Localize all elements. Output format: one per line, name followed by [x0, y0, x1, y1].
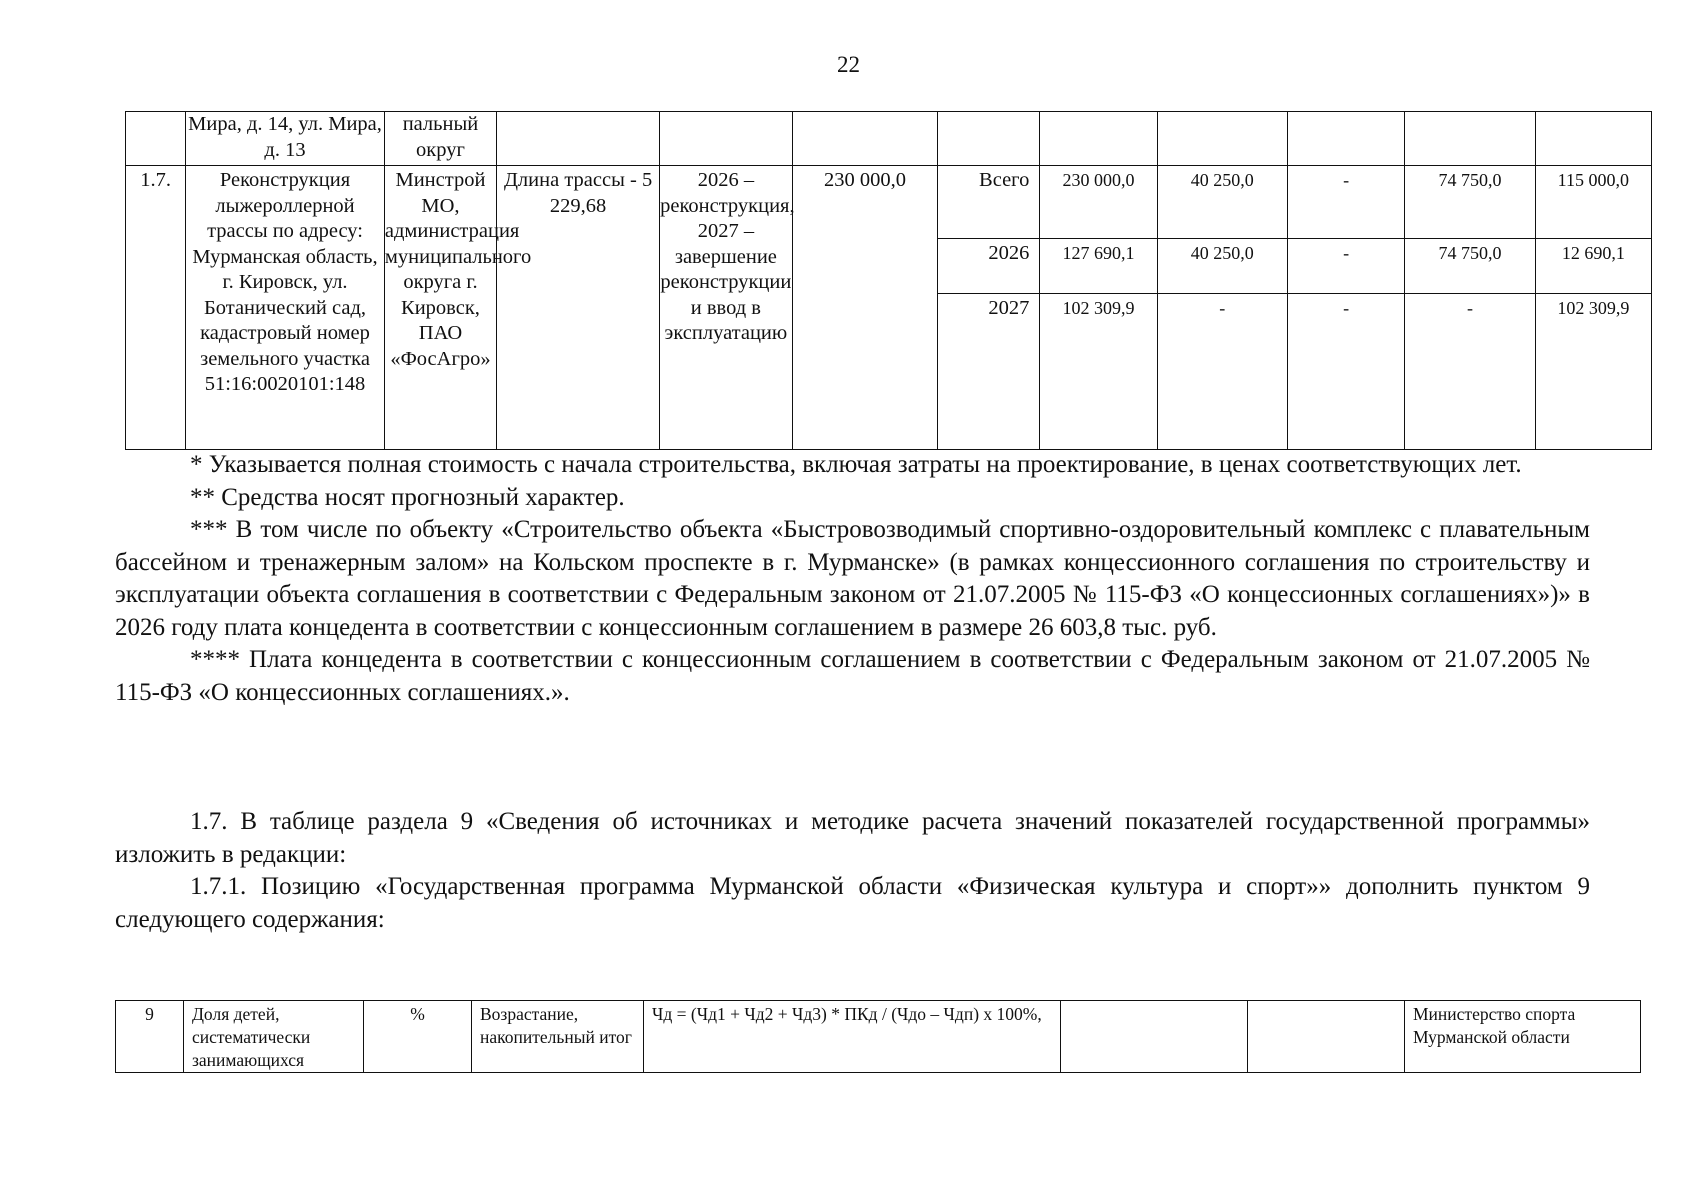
cell-federal: 40 250,0 — [1157, 239, 1287, 294]
footnote-4: **** Плата концедента в соответствии с концессионным соглашением в соответствии с Федеральным законом от 21.07.2005 № 115-ФЗ «О концессионных соглашениях.». — [115, 646, 1590, 706]
footnotes — [115, 449, 1590, 709]
cell-year-label: Всего — [938, 166, 1040, 239]
cell-indicator-name: Доля детей, систематически занимающихся — [184, 1001, 364, 1073]
cell-year-label: 2027 — [938, 294, 1040, 450]
cell-federal: - — [1157, 294, 1287, 450]
cell-empty-7 — [1248, 1001, 1405, 1073]
cell-address-continued: Мира, д. 14, ул. Мира, д. 13 — [186, 112, 385, 166]
cell-indicator-type: Возрастание, накопительный итог — [472, 1001, 644, 1073]
cell-municipal: 74 750,0 — [1405, 166, 1535, 239]
paragraph-1-7: 1.7. В таблице раздела 9 «Сведения об источниках и методике расчета значений показателей государственной программы» изложить в редакции: — [115, 808, 1590, 868]
cell-unit: % — [364, 1001, 472, 1073]
cell-empty-6 — [1061, 1001, 1248, 1073]
cell-executor: Минстрой МО, администрация муниципального округа г. Кировск, ПАО «ФосАгро» — [384, 166, 496, 450]
page-number: 22 — [837, 52, 860, 77]
cell-total: 127 690,1 — [1040, 239, 1157, 294]
cell-capacity: Длина трассы - 5 229,68 — [497, 166, 660, 450]
cell-year-label: 2026 — [938, 239, 1040, 294]
cell-other: 102 309,9 — [1535, 294, 1651, 450]
construction-objects-table — [125, 111, 1652, 450]
footnote-3: *** В том числе по объекту «Строительство объекта «Быстровозводимый спортивно-оздоровительный комплекс с плавательным бассейном и тренажерным залом» на Кольском проспекте в г. Мурманске» (в рамках концессионного соглашения по строительству и эксплуатации объекта соглашения в соответствии с Федеральным законом от 21.07.2005 № 115-ФЗ «О концессионных соглашениях»)» в 2026 году плата концедента в соответствии с концессионным соглашением в размере 26 603,8 тыс. руб. — [115, 516, 1590, 641]
table-row-1-7 — [126, 166, 1652, 239]
cell-cost: 230 000,0 — [792, 166, 938, 450]
amendment-paragraphs — [115, 806, 1590, 936]
cell-regional: - — [1288, 294, 1405, 450]
cell-total: 230 000,0 — [1040, 166, 1157, 239]
indicator-table — [115, 1000, 1641, 1073]
footnote-2: ** Средства носят прогнозный характер. — [190, 483, 625, 511]
cell-federal: 40 250,0 — [1157, 166, 1287, 239]
paragraph-1-7-1: 1.7.1. Позицию «Государственная программа Мурманской области «Физическая культура и спорт»» дополнить пунктом 9 следующего содержания: — [115, 873, 1590, 933]
cell-regional: - — [1288, 166, 1405, 239]
cell-indicator-number: 9 — [116, 1001, 184, 1073]
footnote-1: * Указывается полная стоимость с начала строительства, включая затраты на проектирование, в ценах соответствующих лет. — [190, 451, 1522, 478]
cell-regional: - — [1288, 239, 1405, 294]
cell-object-name: Реконструкция лыжероллерной трассы по адресу: Мурманская область, г. Кировск, ул. Ботанический сад, кадастровый номер земельного участка 51:16:0020101:148 — [186, 166, 385, 450]
cell-executor-continued: пальный округ — [384, 112, 496, 166]
cell-municipal: 74 750,0 — [1405, 239, 1535, 294]
cell-municipal: - — [1405, 294, 1535, 450]
cell-other: 12 690,1 — [1535, 239, 1651, 294]
cell-period: 2026 – реконструкция, 2027 – завершение реконструкции и ввод в эксплуатацию — [660, 166, 793, 450]
cell-other: 115 000,0 — [1535, 166, 1651, 239]
cell-total: 102 309,9 — [1040, 294, 1157, 450]
table-row-continued — [126, 112, 1652, 166]
cell-row-number: 1.7. — [126, 166, 186, 450]
cell-formula: Чд = (Чд1 + Чд2 + Чд3) * ПКд / (Чдо – Чдп) х 100%, — [644, 1001, 1061, 1073]
cell-responsible: Министерство спорта Мурманской области — [1405, 1001, 1641, 1073]
table-row — [116, 1001, 1641, 1073]
